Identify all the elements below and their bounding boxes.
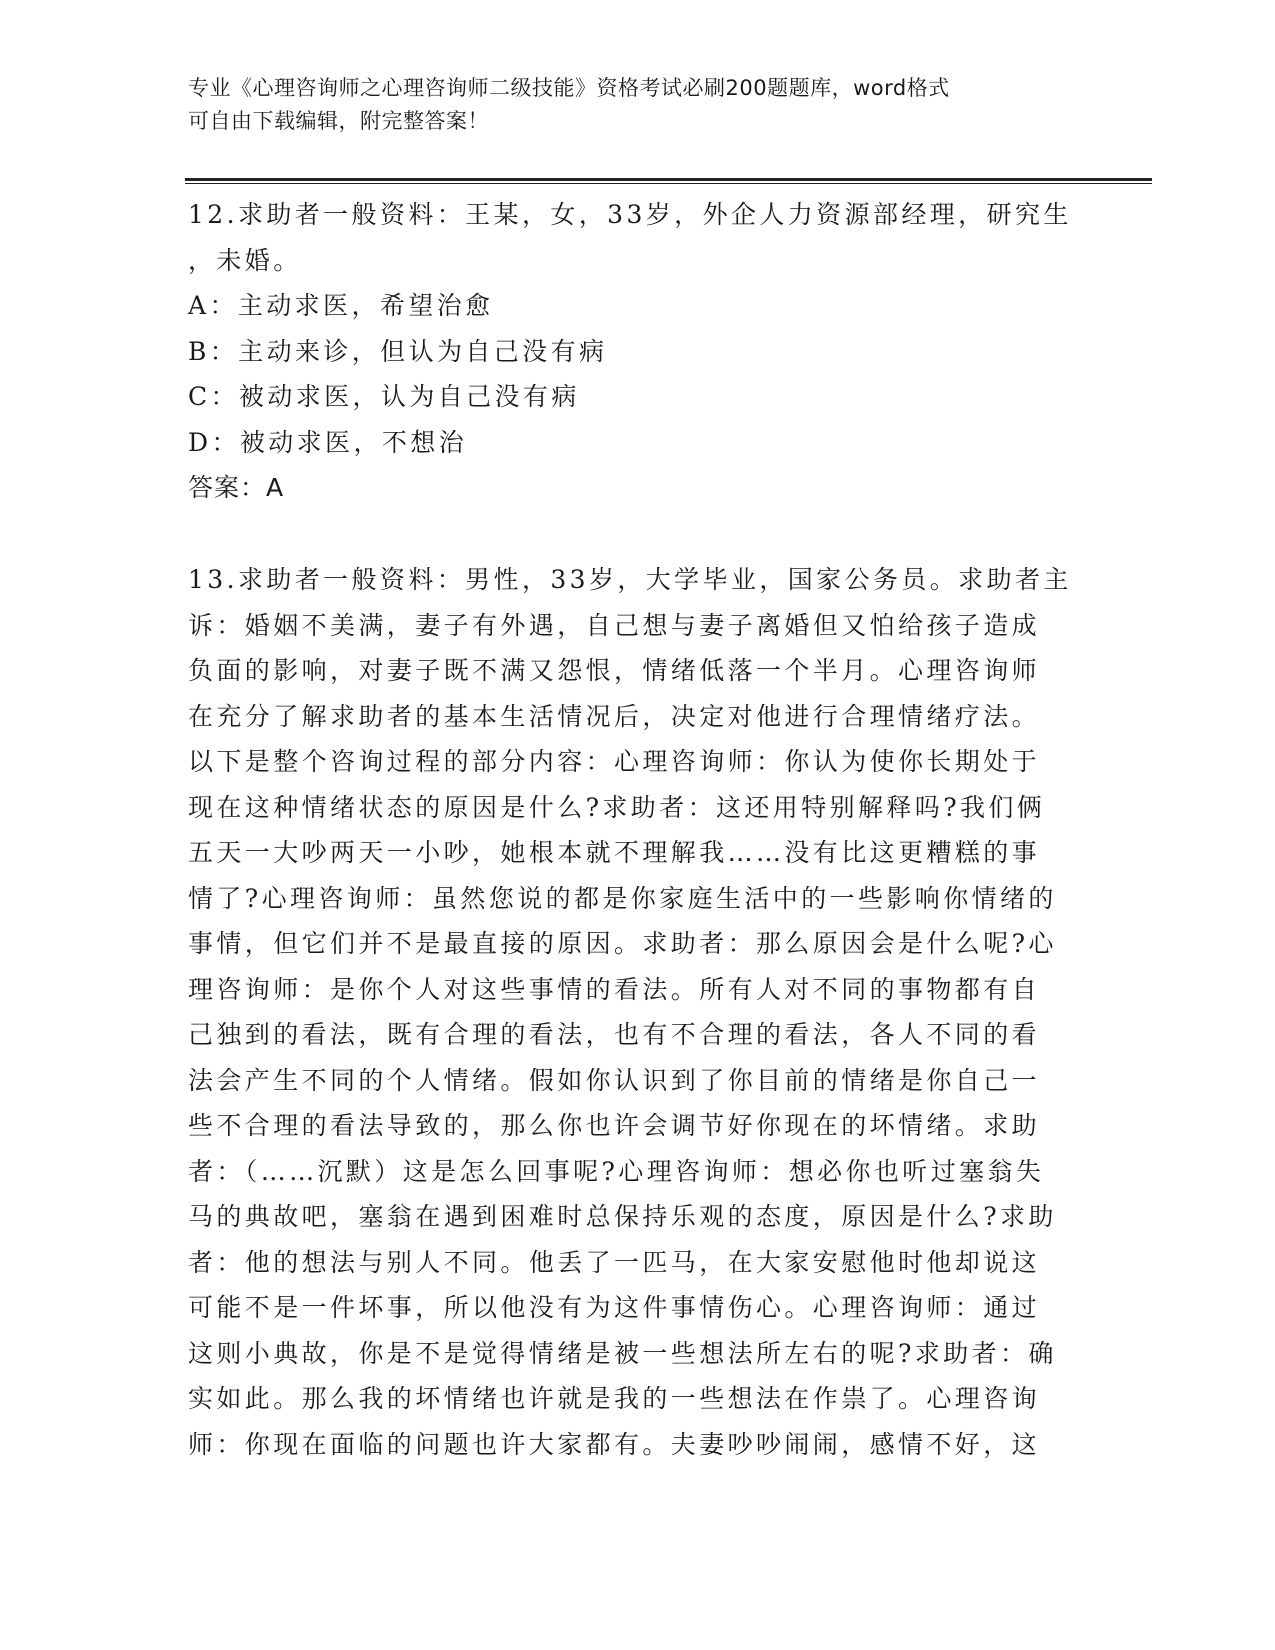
page-header (188, 72, 1068, 138)
answer-text: 答案：A (188, 473, 285, 502)
question-stem-line: ，未婚。 (188, 245, 302, 275)
header-divider (185, 178, 1152, 181)
question-text-line: 现在这种情绪状态的原因是什么?求助者：这还用特别解释吗?我们俩 (188, 792, 1046, 822)
question-12 (188, 192, 1088, 510)
question-text-line: 实如此。那么我的坏情绪也许就是我的一些想法在作祟了。心理咨询 (188, 1384, 1041, 1413)
header-divider-thin (185, 183, 1152, 184)
question-stem-line: 12.求助者一般资料：王某，女，33岁，外企人力资源部经理，研究生 (188, 200, 1072, 229)
question-text-line: 马的典故吧，塞翁在遇到困难时总保持乐观的态度，原因是什么?求助 (188, 1202, 1057, 1231)
question-text-line: 己独到的看法，既有合理的看法，也有不合理的看法，各人不同的看 (188, 1020, 1041, 1049)
option-a: A：主动求医，希望治愈 (188, 291, 494, 320)
question-text-line: 以下是整个咨询过程的部分内容：心理咨询师：你认为使你长期处于 (188, 747, 1041, 776)
question-text-line: 可能不是一件坏事，所以他没有为这件事情伤心。心理咨询师：通过 (188, 1293, 1041, 1322)
option-d: D：被动求医，不想治 (188, 427, 468, 457)
question-text-line: 这则小典故，你是不是觉得情绪是被一些想法所左右的呢?求助者：确 (188, 1338, 1057, 1368)
question-text-line: 负面的影响，对妻子既不满又怨恨，情绪低落一个半月。心理咨询师 (188, 656, 1041, 685)
question-text-line: 事情，但它们并不是最直接的原因。求助者：那么原因会是什么呢?心 (188, 929, 1057, 958)
question-text-line: 些不合理的看法导致的，那么你也许会调节好你现在的坏情绪。求助 (188, 1111, 1041, 1140)
header-line-1: 专业《心理咨询师之心理咨询师二级技能》资格考试必刷200题题库，word格式 (188, 76, 950, 100)
option-b: B：主动来诊，但认为自己没有病 (188, 336, 608, 366)
option-c: C：被动求医，认为自己没有病 (188, 382, 580, 411)
question-text-line: 情了?心理咨询师：虽然您说的都是你家庭生活中的一些影响你情绪的 (188, 883, 1057, 913)
question-text-line: 在充分了解求助者的基本生活情况后，决定对他进行合理情绪疗法。 (188, 701, 1041, 731)
question-text-line: 13.求助者一般资料：男性，33岁，大学毕业，国家公务员。求助者主 (188, 565, 1072, 594)
question-text-line: 者：他的想法与别人不同。他丢了一匹马，在大家安慰他时他却说这 (188, 1247, 1041, 1277)
question-text-line: 理咨询师：是你个人对这些事情的看法。所有人对不同的事物都有自 (188, 974, 1041, 1004)
header-line-2: 可自由下载编辑，附完整答案！ (188, 109, 489, 133)
question-text-line: 法会产生不同的个人情绪。假如你认识到了你目前的情绪是你自己一 (188, 1065, 1041, 1095)
question-text-line: 诉：婚姻不美满，妻子有外遇，自己想与妻子离婚但又怕给孩子造成 (188, 610, 1041, 640)
question-text-line: 五天一大吵两天一小吵，她根本就不理解我……没有比这更糟糕的事 (188, 838, 1041, 867)
question-13 (188, 557, 1088, 1467)
question-text-line: 师：你现在面临的问题也许大家都有。夫妻吵吵闹闹，感情不好，这 (188, 1429, 1041, 1459)
question-text-line: 者：（……沉默）这是怎么回事呢?心理咨询师：想必你也听过塞翁失 (188, 1156, 1045, 1186)
